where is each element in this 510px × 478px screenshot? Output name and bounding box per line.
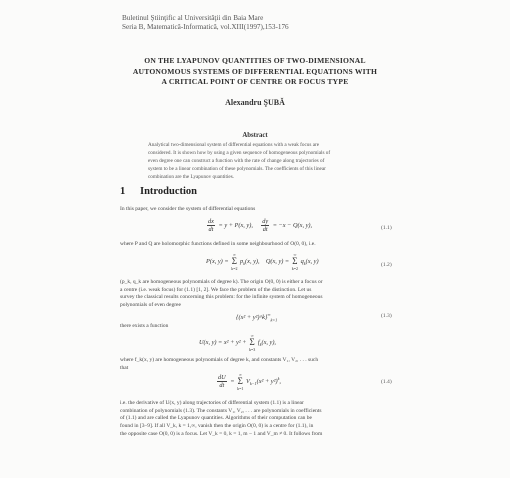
eq5-denominator: dt — [219, 382, 225, 389]
eq4-lhs: U(x, y) = x² + y² + — [199, 338, 247, 346]
abstract-text — [148, 142, 384, 182]
paragraph-line: polynomials of even degree — [120, 302, 181, 309]
sum-upper: ∞ — [250, 333, 254, 338]
journal-header — [122, 14, 289, 32]
eq1-rhs-x: = y + P(x, y), — [218, 221, 253, 229]
eq4-term-f: f — [257, 338, 260, 346]
journal-series: Seria B, Matematică-Informatică, vol.XIII(1997),153-176 — [122, 23, 289, 31]
paragraph-line: i.e. the derivative of U(x, y) along trajectories of differential system (1.1) is a linear — [120, 400, 304, 406]
sum-symbol: ∞ Σ k=2 — [291, 252, 299, 271]
equation-1-3 — [236, 312, 277, 322]
paragraph-line: that — [120, 364, 129, 371]
paragraph-function: there exists a function — [120, 323, 169, 329]
eq5-term-v: V — [245, 377, 250, 385]
abstract-line: system to be a linear combination of these polynomials. The coefficients of this linear — [148, 165, 326, 172]
eq3-sup: ∞ — [267, 312, 271, 317]
section-title: Introduction — [140, 186, 197, 197]
paragraph-constants — [120, 357, 412, 372]
sum-lower: k=1 — [237, 386, 244, 391]
sum-symbol: ∞ Σ k=1 — [237, 372, 244, 391]
eq5-equals: = — [230, 377, 235, 385]
sum-lower: k=2 — [291, 266, 299, 271]
eq2-term-p-arg: (x, y), — [245, 257, 260, 265]
eq5-tail: , — [279, 377, 281, 385]
sum-lower: k=3 — [249, 347, 256, 352]
eq2-term-q-arg: (x, y) — [305, 257, 319, 265]
equation-number-1-1: (1.1) — [381, 225, 392, 231]
paragraph-line: combination of polynomials (1.3). The constants V₁, V₂, . . . are polynomials in coefficients — [120, 407, 322, 414]
eq2-term-q-sub: k — [303, 261, 306, 267]
eq4-term-f-sub: k — [259, 342, 262, 348]
paragraph-line: of (1.1) and are called the Lyapunov quantities. Algorithms of their computation can be — [120, 415, 312, 422]
author-name: Alexandru ŞUBĂ — [225, 98, 285, 107]
paragraph-line: found in [3–9]. If all V_k, k = 1,∞, vanish then the origin O(0, 0) is a centre for (1.1), in — [120, 423, 314, 430]
equation-number-1-3: (1.3) — [381, 313, 392, 319]
paragraph-holomorphic: where P and Q are holomorphic functions defined in some neighbourhood of O(0, 0), i.e. — [120, 241, 316, 247]
sum-lower: k=2 — [231, 266, 238, 271]
abstract-line: considered. It is shown how by using a given sequence of homogeneous polynomials of — [148, 149, 331, 156]
sum-symbol: ∞ Σ k=2 — [231, 252, 238, 271]
eq3-body: {(x² + y²)^k} — [236, 314, 268, 322]
paragraph-line: a centre (i.e. weak focus) for (1.1) [1, 2]. We face the problem of the distinction. Let us — [120, 286, 312, 293]
paper-title — [60, 56, 450, 88]
paragraph-line: (p_k, q_k are homogeneous polynomials of degree k). The origin O(0, 0) is either a focus or — [120, 279, 323, 285]
paragraph-survey — [120, 279, 412, 310]
eq2-lhs: P(x, y) = — [206, 257, 229, 265]
sum-symbol: ∞ Σ k=3 — [249, 333, 256, 352]
eq1-rhs-y: = −x − Q(x, y), — [272, 221, 313, 229]
eq1-numerator-x: dx — [208, 218, 214, 225]
eq1-denominator-y: dt — [262, 226, 268, 233]
equation-1-2 — [206, 252, 319, 271]
paragraph-line: where f_k(x, y) are homogeneous polynomials of degree k, and constants V₁, V₂, . . . such — [120, 357, 319, 363]
equation-number-1-2: (1.2) — [381, 262, 392, 268]
eq5-term-arg: (x² + y²) — [256, 377, 278, 385]
equation-1-1 — [205, 218, 312, 233]
journal-name: Buletinul Ştiinţific al Universităţii din Baia Mare — [122, 14, 264, 22]
section-heading — [120, 186, 197, 197]
paragraph-line: survey the classical results concerning this problem: for the infinite system of homogeneous — [120, 294, 323, 301]
title-line-2: AUTONOMOUS SYSTEMS OF DIFFERENTIAL EQUATIONS WITH — [132, 66, 378, 76]
eq1-denominator-x: dt — [208, 226, 214, 233]
abstract-line: Analytical two-dimensional system of differential equations with a weak focus are — [148, 142, 320, 148]
title-line-1: ON THE LYAPUNOV QUANTITIES OF TWO-DIMENSIONAL — [144, 56, 366, 65]
eq5-term-sup: k — [277, 375, 280, 381]
eq2-term-p-sub: k — [243, 261, 246, 267]
sum-upper: ∞ — [232, 252, 236, 257]
eq2-term-q: q — [300, 257, 304, 265]
eq4-term-f-arg: (x, y), — [261, 338, 277, 346]
sum-upper: ∞ — [238, 372, 242, 377]
eq2-term-p: p — [240, 257, 244, 265]
equation-number-1-4: (1.4) — [381, 379, 392, 385]
section-number: 1 — [120, 186, 126, 197]
eq2-mid: Q(x, y) = — [265, 257, 290, 265]
paragraph-lyapunov — [120, 400, 412, 439]
sum-upper: ∞ — [293, 252, 297, 257]
eq3-sub: k=1 — [270, 317, 278, 323]
eq5-numerator: dU — [218, 374, 226, 381]
equation-u — [199, 333, 276, 352]
paragraph-line: the opposite case O(0, 0) is a focus. Let V_k = 0, k = 1, m − 1 and V_m ≠ 0. It follows from — [120, 430, 323, 437]
abstract-heading: Abstract — [242, 132, 268, 139]
eq5-term-v-sub: k−1 — [249, 381, 257, 387]
eq1-numerator-y: dy — [262, 218, 269, 225]
abstract-line: even degree one can construct a function with the rate of change along trajectories of — [148, 157, 325, 164]
paragraph-intro: In this paper, we consider the system of differential equations — [120, 206, 256, 212]
abstract-line: combination are the Lyapunov quantities. — [148, 173, 235, 180]
title-line-3: A CRITICAL POINT OF CENTRE OR FOCUS TYPE — [161, 77, 349, 86]
equation-1-4 — [215, 372, 281, 391]
